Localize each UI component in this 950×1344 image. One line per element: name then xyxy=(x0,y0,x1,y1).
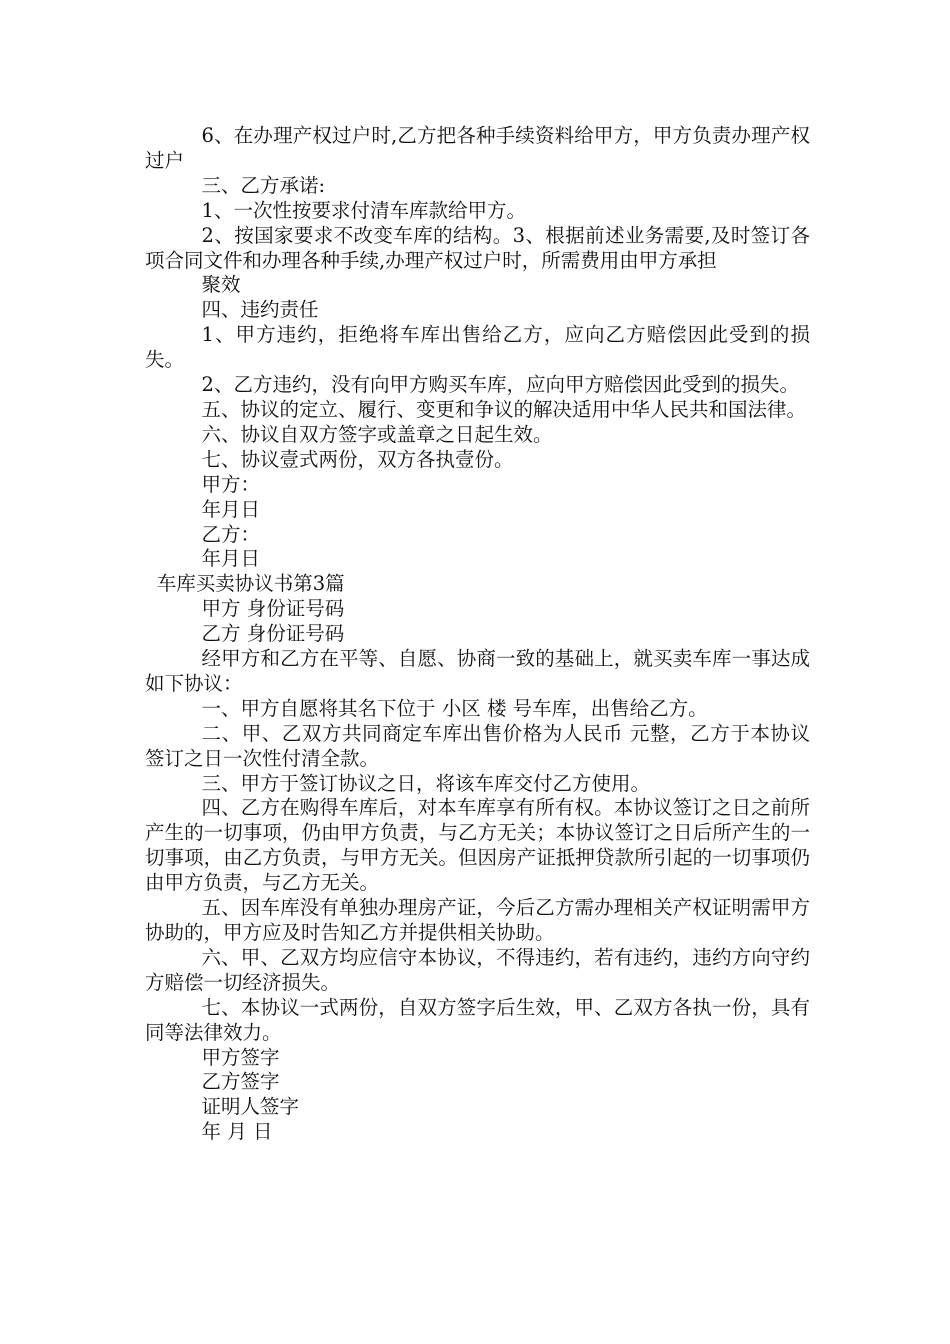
signature-date-a: 年月日 xyxy=(201,497,261,521)
paragraph: 五、协议的定立、履行、变更和争议的解决适用中华人民共和国法律。 xyxy=(201,397,807,421)
paragraph: 乙方 身份证号码 xyxy=(201,622,345,646)
paragraph: 6、在办理产权过户时,乙方把各种手续资料给甲方，甲方负责办理产权过户 xyxy=(145,124,810,172)
paragraph: 七、协议壹式两份，双方各执壹份。 xyxy=(201,447,514,471)
paragraph: 1、一次性按要求付清车库款给甲方。 xyxy=(201,198,526,222)
signature-party-b: 乙方： xyxy=(201,522,261,546)
signature-date-b: 年月日 xyxy=(201,547,261,571)
paragraph: 六、甲、乙双方均应信守本协议，不得违约，若有违约，违约方向守约方赔偿一切经济损失。 xyxy=(145,945,810,994)
paragraph: 1、甲方违约，拒绝将车库出售给乙方，应向乙方赔偿因此受到的损失。 xyxy=(145,323,810,372)
signature-party-a: 甲方签字 xyxy=(201,1045,280,1069)
paragraph: 四、违约责任 xyxy=(201,298,319,322)
signature-date: 年 月 日 xyxy=(201,1120,273,1144)
signature-party-b: 乙方签字 xyxy=(201,1070,280,1094)
paragraph: 2、按国家要求不改变车库的结构。3、根据前述业务需要,及时签订各项合同文件和办理各种手续,办理产权过户时，所需费用由甲方承担 xyxy=(145,223,810,272)
paragraph: 七、本协议一式两份，自双方签字后生效，甲、乙双方各执一份，具有同等法律效力。 xyxy=(145,995,810,1044)
signature-witness: 证明人签字 xyxy=(201,1095,300,1119)
paragraph: 2、乙方违约，没有向甲方购买车库，应向甲方赔偿因此受到的损失。 xyxy=(201,373,799,397)
section-heading: 车库买卖协议书第3篇 xyxy=(156,572,345,596)
paragraph: 一、甲方自愿将其名下位于 小区 楼 号车库，出售给乙方。 xyxy=(201,696,708,720)
paragraph: 聚效 xyxy=(201,273,241,297)
paragraph: 甲方 身份证号码 xyxy=(201,597,345,621)
paragraph: 四、乙方在购得车库后，对本车库享有所有权。本协议签订之日之前所产生的一切事项，仍由甲方负责，与乙方无关；本协议签订之日后所产生的一切事项，由乙方负责，与甲方无关。但因房产证抵押贷款所引起的一切事项仍由甲方负责，与乙方无关。 xyxy=(145,796,810,895)
signature-party-a: 甲方： xyxy=(201,472,261,496)
paragraph: 五、因车库没有单独办理房产证，今后乙方需办理相关产权证明需甲方协助的，甲方应及时告知乙方并提供相关协助。 xyxy=(145,896,810,944)
document-body xyxy=(145,124,810,1145)
paragraph: 二、甲、乙双方共同商定车库出售价格为人民币 元整，乙方于本协议签订之日一次性付清全款。 xyxy=(145,721,810,770)
paragraph: 三、甲方于签订协议之日，将该车库交付乙方使用。 xyxy=(201,771,651,795)
paragraph: 三、乙方承诺: xyxy=(201,173,326,197)
paragraph: 六、协议自双方签字或盖章之日起生效。 xyxy=(201,422,553,446)
paragraph: 经甲方和乙方在平等、自愿、协商一致的基础上，就买卖车库一事达成如下协议： xyxy=(145,647,810,695)
